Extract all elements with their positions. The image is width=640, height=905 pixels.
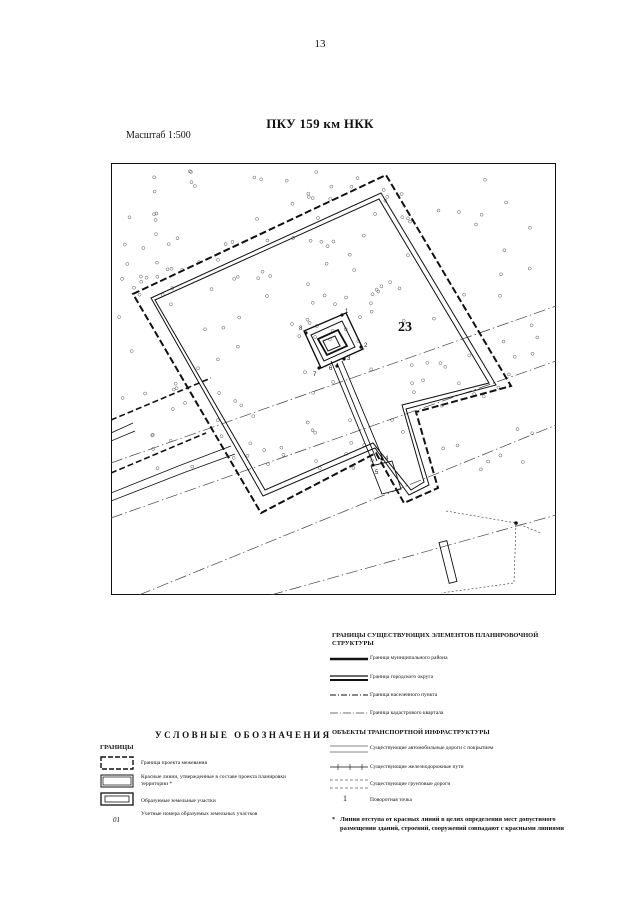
turn-point-label: 1: [345, 309, 349, 315]
map-frame: [112, 164, 556, 595]
legend-transport-heading: ОБЪЕКТЫ ТРАНСПОРТНОЙ ИНФРАСТРУКТУРЫ: [332, 729, 490, 736]
legend-city-boundary: Граница городского округа: [370, 674, 434, 680]
parcel-number-sample: 01: [113, 816, 120, 824]
survey-station: [514, 521, 518, 525]
page-number: 13: [314, 38, 326, 50]
legend-railways: Существующие железнодорожные пути: [370, 764, 464, 770]
turn-point-label: 5: [375, 470, 379, 476]
legend-red-lines: Красные линии, утвержденные в составе проекта планировки территории *: [141, 774, 286, 787]
legend-municipal-boundary: Граница муниципального района: [370, 655, 448, 661]
city-boundary-symbol: [330, 672, 368, 684]
municipal-boundary-symbol: [330, 654, 368, 664]
legend-parcel-numbers: Учетные номера образуемых земельных участков: [141, 811, 258, 817]
dirt-road-symbol: [330, 777, 368, 791]
turn-point-label: 4: [385, 456, 389, 462]
turn-point-label: 6: [329, 366, 333, 372]
cadastral-boundary-symbol: [330, 708, 368, 718]
formed-parcel-symbol: [100, 792, 134, 806]
note-text: Линии отступа от красных линий в целях определения мест допустимого размещения зданий, строений, сооружений совпадают с красными линиями: [340, 816, 564, 832]
legend-paved-roads: Существующие автомобильные дороги с покрытием: [370, 745, 494, 751]
turn-point-sample: 1: [343, 794, 347, 803]
legend-title: УСЛОВНЫЕ ОБОЗНАЧЕНИЯ: [155, 730, 332, 740]
legend-turn-point: Поворотная точка: [370, 797, 412, 803]
map-scale: Масштаб 1:500: [126, 130, 191, 141]
page-title: ПКУ 159 км НКК: [266, 116, 374, 131]
note-asterisk: *: [332, 816, 336, 823]
settlement-boundary-symbol: [330, 690, 368, 700]
legend-formed-parcels: Образуемые земельные участки: [141, 798, 216, 804]
parcel-number: 23: [398, 320, 412, 335]
legend-borders-heading: ГРАНИЦЫ: [100, 744, 134, 751]
turn-point-label: 7: [313, 372, 317, 378]
turn-point-label: 2: [364, 343, 368, 349]
turn-point-label: 3: [347, 356, 351, 362]
legend-survey-boundary: Граница проекта межевания: [141, 760, 207, 766]
paved-road-symbol: [330, 744, 368, 754]
red-lines-note: [332, 816, 570, 833]
legend-cadastral-boundary: Граница кадастрового квартала: [370, 710, 444, 716]
turn-point-label: 8: [299, 326, 303, 332]
legend-existing-heading: ГРАНИЦЫ СУЩЕСТВУЮЩИХ ЭЛЕМЕНТОВ ПЛАНИРОВОЧНОЙ СТРУКТУРЫ: [332, 632, 539, 647]
survey-boundary-symbol: [100, 756, 134, 770]
legend-dirt-roads: Существующие грунтовые дороги: [370, 781, 451, 787]
railway-symbol: [330, 762, 368, 772]
cadastral-map: [111, 163, 556, 595]
legend-settlement-boundary: Граница населенного пункта: [370, 692, 438, 698]
red-lines-symbol: [100, 774, 134, 788]
